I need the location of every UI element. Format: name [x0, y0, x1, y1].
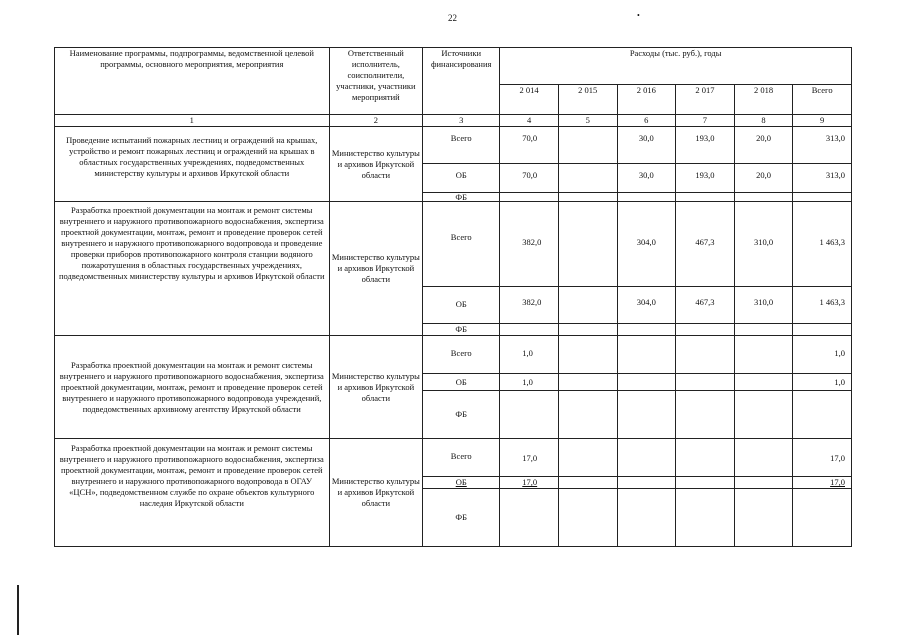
- total-cell: 313,0: [793, 127, 852, 164]
- funding-source: ФБ: [423, 489, 500, 547]
- value-cell: [558, 164, 617, 193]
- value-cell: 467,3: [676, 287, 735, 324]
- total-cell: 1,0: [793, 336, 852, 374]
- value-cell: 193,0: [676, 164, 735, 193]
- value-cell: [676, 374, 735, 391]
- column-number: 3: [423, 115, 500, 127]
- value-cell: 30,0: [617, 164, 676, 193]
- column-number: 5: [558, 115, 617, 127]
- measure-name: Разработка проектной документации на монтаж и ремонт системы внутреннего и наружного противопожарного водоснабжения, экспертиза проектной документации, монтаж, ремонт и проведение проверок сетей внутреннего и наружного противопожарного водопровода и проведение проверки приборов противопожарного контроля станции водяного пожаротушения в областных государственных учреждениях, подведомственных министерству культуры и архивов Иркутской области: [55, 202, 330, 336]
- header-executor-column: Ответственный исполнитель, соисполнители, участники, участники мероприятий: [329, 48, 423, 115]
- value-cell: [734, 477, 793, 489]
- value-cell: 304,0: [617, 202, 676, 287]
- total-cell: 17,0: [793, 439, 852, 477]
- funding-source: Всего: [423, 127, 500, 164]
- value-cell: 382,0: [500, 287, 559, 324]
- value-cell: 30,0: [617, 127, 676, 164]
- header-expenses-group: Расходы (тыс. руб.), годы: [500, 48, 852, 85]
- header-source-column: Источники финансирования: [423, 48, 500, 115]
- value-cell: 20,0: [734, 127, 793, 164]
- value-cell: 1,0: [500, 374, 559, 391]
- funding-source: ОБ: [423, 287, 500, 324]
- funding-source: ФБ: [423, 193, 500, 202]
- column-number: 1: [55, 115, 330, 127]
- value-cell: 193,0: [676, 127, 735, 164]
- value-cell: [676, 439, 735, 477]
- column-number: 9: [793, 115, 852, 127]
- value-cell: [558, 287, 617, 324]
- value-cell: [676, 336, 735, 374]
- total-cell: 313,0: [793, 164, 852, 193]
- value-cell: 467,3: [676, 202, 735, 287]
- header-total: Всего: [793, 85, 852, 115]
- measure-executor: Министерство культуры и архивов Иркутской области: [329, 202, 423, 336]
- measure-name: Проведение испытаний пожарных лестниц и ограждений на крышах, устройство и ремонт пожарных лестниц и ограждений на крышах в областных государственных учреждениях, подведомственных министерству культуры и архивов Иркутской области: [55, 127, 330, 202]
- value-cell: [734, 374, 793, 391]
- funding-source: Всего: [423, 202, 500, 287]
- value-cell: [558, 336, 617, 374]
- total-cell: 1 463,3: [793, 202, 852, 287]
- measure-name: Разработка проектной документации на монтаж и ремонт системы внутреннего и наружного противопожарного водоснабжения, экспертиза проектной документации, монтаж, ремонт и проведение проверок сетей внутреннего и наружного противопожарного водопровода в ОГАУ «ЦСН», подведомственном службе по охране объектов культурного наследия Иркутской области: [55, 439, 330, 547]
- header-year: 2 014: [500, 85, 559, 115]
- column-number: 2: [329, 115, 423, 127]
- total-cell: 17,0: [793, 477, 852, 489]
- value-cell: 304,0: [617, 287, 676, 324]
- value-cell: [558, 127, 617, 164]
- value-cell: 310,0: [734, 287, 793, 324]
- value-cell: 70,0: [500, 164, 559, 193]
- funding-source: Всего: [423, 336, 500, 374]
- scan-speck: •: [637, 11, 640, 20]
- funding-source: ОБ: [423, 477, 500, 489]
- funding-source: ОБ: [423, 164, 500, 193]
- value-cell: [734, 439, 793, 477]
- total-cell: 1 463,3: [793, 287, 852, 324]
- funding-source: ФБ: [423, 391, 500, 439]
- value-cell: [558, 439, 617, 477]
- value-cell: [558, 374, 617, 391]
- column-number: 7: [676, 115, 735, 127]
- value-cell: [676, 477, 735, 489]
- measure-executor: Министерство культуры и архивов Иркутской области: [329, 439, 423, 547]
- value-cell: 310,0: [734, 202, 793, 287]
- value-cell: 17,0: [500, 439, 559, 477]
- measure-executor: Министерство культуры и архивов Иркутской области: [329, 127, 423, 202]
- header-year: 2 017: [676, 85, 735, 115]
- value-cell: [617, 439, 676, 477]
- value-cell: [558, 202, 617, 287]
- scan-edge-mark: [17, 585, 19, 635]
- value-cell: 382,0: [500, 202, 559, 287]
- value-cell: [558, 477, 617, 489]
- value-cell: 17,0: [500, 477, 559, 489]
- value-cell: [734, 336, 793, 374]
- funding-source: ФБ: [423, 324, 500, 336]
- page-number: 22: [448, 13, 457, 23]
- funding-source: ОБ: [423, 374, 500, 391]
- total-cell: 1,0: [793, 374, 852, 391]
- header-year: 2 015: [558, 85, 617, 115]
- value-cell: [617, 374, 676, 391]
- column-number: 8: [734, 115, 793, 127]
- header-year: 2 016: [617, 85, 676, 115]
- measure-name: Разработка проектной документации на монтаж и ремонт системы внутреннего и наружного противопожарного водоснабжения, экспертиза проектной документации, монтаж, ремонт и проведение проверок сетей внутреннего и наружного противопожарного водопровода учреждений, подведомственных архивному агентству Иркутской области: [55, 336, 330, 439]
- expenses-table: [54, 47, 852, 547]
- column-number: 4: [500, 115, 559, 127]
- column-number: 6: [617, 115, 676, 127]
- value-cell: 20,0: [734, 164, 793, 193]
- value-cell: 1,0: [500, 336, 559, 374]
- value-cell: 70,0: [500, 127, 559, 164]
- funding-source: Всего: [423, 439, 500, 477]
- value-cell: [617, 336, 676, 374]
- measure-executor: Министерство культуры и архивов Иркутской области: [329, 336, 423, 439]
- header-name-column: Наименование программы, подпрограммы, ведомственной целевой программы, основного мероприятия, мероприятия: [55, 48, 330, 115]
- header-year: 2 018: [734, 85, 793, 115]
- value-cell: [617, 477, 676, 489]
